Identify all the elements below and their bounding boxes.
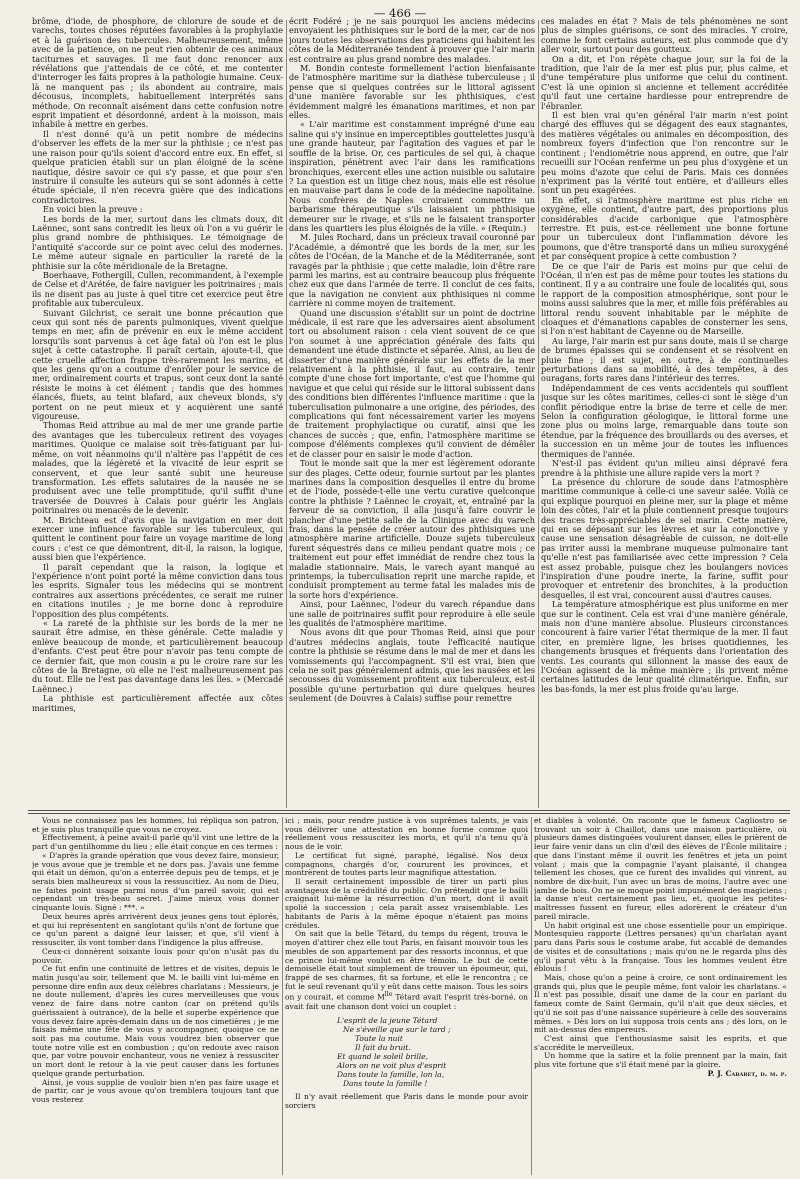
paragraph: N'est-il pas évident qu'un milieu ainsi dépravé fera prendre à la phthisie une allure rapide vers la mort ? <box>541 458 788 478</box>
paragraph: ces malades en état ? Mais de tels phénomènes ne sont plus de simples guérisons, ce sont des miracles. Y croire, comme le font certains auteurs, est plus commode que d'y aller voir, surtout pour des goutteux. <box>541 17 788 55</box>
paragraph: « La rareté de la phthisie sur les bords de la mer ne saurait être admise, en thèse générale. Cette maladie y enlève beaucoup de monde, et particulièrement beaucoup d'enfants. C'est peut être pour n'avoir pas tenu compte de ce dernier fait, que mon cousin a pu le croire rare sur les côtes de la Bretagne, où elle ne l'est malheureusement pas du tout. Elle ne l'est pas davantage dans les îles. » (Mercadé Laënnec.) <box>32 618 283 694</box>
article-column-2 <box>289 17 535 808</box>
page-number: — 466 — <box>373 6 427 20</box>
paragraph: Vous ne connaissez pas les hommes, lui répliqua son patron, et je suis plus tranquille que vous ne croyez. <box>32 817 279 834</box>
paragraph: brôme, d'iode, de phosphore, de chlorure de soude et de varechs, toutes choses réputées favorables à la prophylaxie et à la guérison des tubercules. Malheureusement, même avec de la patience, on ne peut rien obtenir de ces animaux taciturnes et sauvages. Il me faut donc renoncer aux révélations que j'attendais de ce côté, et me contenter d'interroger les faits propres à la pathologie humaine. Ceux-là ne manquent pas ; ils abondent au contraire, mais décousus, incomplets, habituellement interprétés sans méthode. On reconnaît aisément dans cette confusion notre esprit impatient et désordonné, ardent à la moisson, mais inhabile à mettre en gerbes. <box>32 17 283 130</box>
paragraph: Les bords de la mer, surtout dans les climats doux, dit Laënnec, sont sans contredit les lieux où l'on a vu guérir le plus grand nombre de phthisiques. Le témoignage de l'antiquité s'accorde sur ce point avec celui des modernes. Le même auteur signale en particulier la rareté de la phthisie sur la côte méridionale de la Bretagne. <box>32 213 283 271</box>
paragraph: Ainsi, pour Laënnec, l'odeur du varech répandue dans une salle de poitrinaires suffit pour reproduire à elle seule les qualités de l'atmosphère maritime. <box>289 599 535 628</box>
paragraph: Un habit original est une chose essentielle pour un empirique. Montesquieu rapporte (Lettres persanes) qu'un charlatan ayant paru dans Paris sous le costume arabe, fut accablé de demandes de visites et de consultations ; mais qu'on ne le regarda plus dès qu'il parut vêtu à la française. Tous les hommes veulent être éblouis ! <box>534 920 787 974</box>
paragraph: Indépendamment de ces vents accidentels qui soufflent jusque sur les côtes maritimes, celles-ci sont le siège d'un conflit périodique entre la brise de terre et celle de mer. Selon la configuration géologique, le littoral forme une zone plus ou moins large, remarquable dans toute son étendue, par la fréquence des brouillards ou des averses, et la succession en un même jour de toutes les influences thermiques de l'année. <box>541 382 788 459</box>
paragraph: La présence du chlorure de soude dans l'atmosphère maritime communique à celle-ci une saveur salée. Voilà ce qui explique pourquoi en pleine mer, sur la plage et même loin des côtes, l'air et la pluie contiennent presque toujours des traces très-appréciables de sel marin. Cette matière, qui en se déposant sur les lèvres et sur la conjonctive y cause une sensation désagréable de cuisson, ne doit-elle pas irriter aussi la membrane muqueuse pulmonaire tant qu'elle n'est pas familiarisée avec cette impression ? Cela est assez probable, puisque chez les boulangers novices l'inspiration d'une poudre inerte, la farine, suffit pour provoquer et entretenir des bronchites, à la production desquelles, il est vrai, concourent aussi d'autres causes. <box>541 476 788 600</box>
verse-line: L'esprit de la jeune Tétard <box>337 1016 438 1026</box>
paragraph: M. Brichteau est d'avis que la navigation en mer doit exercer une influence favorable sur les tuberculeux, qui quittent le continent pour faire un voyage maritime de long cours : c'est ce que démontrent, dit-il, la raison, la logique, aussi bien que l'expérience. <box>32 514 283 563</box>
verse-line: Et quand le soleil brille, <box>337 1052 428 1062</box>
paragraph: Deux heures après arrivèrent deux jeunes gens tout éplorés, et qui lui représentent en sanglotant qu'ils n'ont de fortune que ce qu'un parent a daigné leur laisser, et que, s'il vient à ressusciter, ils vont tomber dans l'indigence la plus affreuse. <box>32 911 279 948</box>
paragraph: De ce que l'air de Paris est moins pur que celui de l'Océan, il n'en est pas de même pour toutes les stations du continent. Il y a au contraire une foule de localités qui, sous le rapport de la composition atmosphérique, sont pour le moins aussi salubres que la mer, et mille fois préférables au littoral rendu souvent inhabitable par le méphite de cloaques et d'émanations capables de consterner les sens, si l'on n'est habitant de Cayenne ou de Marseille. <box>541 260 788 337</box>
paragraph: On a dit, et l'on répète chaque jour, sur la foi de la tradition, que l'air de la mer est plus pur, plus calme, et d'une température plus uniforme que celui du continent. C'est là une opinion si ancienne et tellement accréditée qu'il faut une certaine hardiesse pour entreprendre de l'ébranler. <box>541 53 788 111</box>
feuilleton-column-1 <box>32 817 279 1175</box>
paragraph: En effet, si l'atmosphère maritime est plus riche en oxygène, elle contient, d'autre part, des proportions plus considérables d'acide carbonique que l'atmosphère terrestre. Et puis, est-ce réellement une bonne fortune pour un tuberculeux dont l'inflammation dévore les poumons, que d'être transporté dans un milieu suroxygéné et par conséquent propice à cette combustion ? <box>541 194 788 262</box>
paragraph: Tout le monde sait que la mer est légèrement odorante sur des plages. Cette odeur, fournie surtout par les plantes marines dans la composition desquelles il entre du brome et de l'iode, possède-t-elle une vertu curative quelconque contre la phthisie ? Laënnec le croyait, et, entraîné par la ferveur de sa conviction, il alla jusqu'à faire couvrir le plancher d'une petite salle de la Clinique avec du varech frais, dans la pensée de créer autour des phthisiques une atmosphère marine artificielle. Douze sujets tuberculeux furent séquestrés dans ce milieu pendant quatre mois ; ce traitement eut pour effet immédiat de rendre chez tous la maladie stationnaire. Mais, le varech ayant manqué au printemps, la tuberculisation reprit une marche rapide, et conduisit promptement au terme fatal les malades mis de la sorte hors d'expérience. <box>289 458 535 600</box>
paragraph: On sait que la belle Tétard, du temps du régent, trouva le moyen d'attirer chez elle tout Paris, en faisant mouvoir tous les meubles de son appartement par des ressorts inconnus, et que ce prince lui-même voulut en être témoin. Le but de cette demoiselle était tout simplement de trouver un époumeur, qui, frappé de ses charmes, fit sa fortune, et elle le rencontra ; ce fut le seul revenant qu'il y eût dans cette maison. Tous les soirs on y courait, et comme $M^{lle}$ Tétard avait l'esprit très-borné, on avait fait une chanson dont voici un couplet : <box>285 929 528 1011</box>
paragraph: Il n'y avait réellement que Paris dans le monde pour avoir sorciers <box>285 1092 528 1111</box>
paragraph: Suivant Gilchrist, ce serait une bonne précaution que ceux qui sont nés de parents pulmoniques, vivent quelque temps en mer, afin de prévenir en eux le même accident lorsqu'ils sont parvenus à cet âge fatal où l'on est le plus sujet à cette catastrophe. Il paraît certain, ajoute-t-il, que cette cruelle affection frappe très-rarement les marins, et que les gens qu'on a coutume d'enrôler pour le service de mer, ordinairement courts et trapus, sont ceux dont la santé résiste le moins à cet élément ; tandis que des hommes élancés, fluets, au teint blafard, aux cheveux blonds, s'y portent on ne peut mieux et y acquièrent une santé vigoureuse. <box>32 307 283 422</box>
paragraph: « D'après la grande opération que vous devez faire, monsieur, je vous avoue que je tremble et ne dors pas. J'avais une femme qui était un démon, qu'on a enterrée depuis peu de temps, et je serais bien malheureux si vous la ressuscitiez. Au nom de Dieu, ne faites point usage parmi nous d'un pareil savoir, qui est cependant un très-beau secret. J'aime mieux vous donner cinquante louis. Signé : ***. » <box>32 850 279 913</box>
paragraph: « L'air maritime est constamment imprégné d'une eau saline qui s'y insinue en imperceptibles gouttelettes jusqu'à une grande hauteur, par l'agitation des vagues et par le souffle de la brise. Or, ces particules de sel qui, à chaque inspiration, pénètrent avec l'air dans les ramifications bronchiques, exercent elles une action nuisible ou salutaire ? La question est un litige chez nous, mais elle est résolue en mauvaise part dans le code de la médecine napolitaine. Nous confrères de Naples croiraient commettre un barbarisme thérapeutique s'ils laissaient un phthisique demeurer sur le rivage, et s'ils ne le faisaient transporter dans les quartiers les plus éloignés de la ville. » (Requin.) <box>289 119 535 233</box>
verse-line: Dans toute la famille ! <box>343 1079 428 1089</box>
paragraph: Au large, l'air marin est pur sans doute, mais il se charge de brumes épaisses qui se condensent et se résolvent en pluie fine ; il est sujet, en outre, à de continuelles perturbations dans sa mobilité, à des tempêtes, à des ouragans, forts rares dans l'intérieur des terres. <box>541 335 788 384</box>
verse-line: Il fait du bruit. <box>355 1043 411 1053</box>
paragraph: M. Bondin conteste formellement l'action bienfaisante de l'atmosphère maritime sur la diathèse tuberculeuse ; il pense que si quelques contrées sur le littoral agissent d'une manière favorable sur les phthisiques, c'est évidemment malgré les émanations maritimes, et non par elles. <box>289 63 535 121</box>
paragraph: Mais, chose qu'on a peine à croire, ce sont ordinairement les grands qui, plus que le peuple même, font valoir les charlatans. « Il n'est pas possible, disait une dame de la cour en parlant du fameux comte de Saint Germain, qu'il n'ait que deux siècles, et qu'il ne soit pas d'une naissance supérieure à celle des souverains mêmes. » Dès lors on lui supposa trois cents ans ; dès lors, on le mit au-dessus des empereurs. <box>534 972 787 1035</box>
paragraph: Nous avons dit que pour Thomas Reid, ainsi que pour d'autres médecins anglais, toute l'efficacité nautique contre la phthisie se résume dans le mal de mer et dans les vomissements qui l'accompagnent. S'il est vrai, bien que cela ne soit pas généralement admis, que les nausées et les secousses du vomissement profitent aux tuberculeux, est-il possible qu'une perturbation qui dure quelques heures seulement (de Douvres à Calais) suffise pour remettre <box>289 627 535 704</box>
paragraph: C'est ainsi que l'enthousiasme saisit les esprits, et que s'accrédite le merveilleux. <box>534 1033 787 1052</box>
verse-line: Toute la nuit <box>355 1034 403 1044</box>
paragraph: Boerhaave, Fothergill, Cullen, recommandent, à l'exemple de Celse et d'Arétée, de faire naviguer les poitrinaires ; mais ils ne disent pas au juste à quel titre cet exercice peut être profitable aux tuberculeux. <box>32 269 283 309</box>
verse-line: Dans toute la famille, lon la, <box>337 1070 445 1080</box>
song-verse <box>337 1016 528 1088</box>
paragraph: Il n'est donné qu'à un petit nombre de médecins d'observer les effets de la mer sur la phthisie ; ce n'est pas une raison pour qu'ils soient d'accord entre eux. En effet, si quelque praticien établi sur un plan éloigné de la scène nautique, désire savoir ce qui s'y passe, et que pour s'en instruire il consulte les auteurs qui se sont adonnés à cette étude spéciale, il n'en recevra guère que des indications contradictoires. <box>32 128 283 205</box>
paragraph: ici ; mais, pour rendre justice à vos suprêmes talents, je vais vous délivrer une attestation en bonne forme comme quoi réellement vous ressuscitez les morts, et qu'il n'a tenu qu'à nous de le voir. <box>285 817 528 852</box>
article-column-1 <box>32 17 283 808</box>
column-divider <box>538 20 539 808</box>
paragraph: Le certificat fut signé, paraphé, légalisé. Nos deux compagnons, chargés d'or, coururent les provinces, et montrèrent de toutes parts leur magnifique attestation. <box>285 850 528 878</box>
paragraph: La température atmosphérique est plus uniforme en mer que sur le continent. Cela est vrai d'une manière générale, mais non d'une manière absolue. Plusieurs circonstances concourent à faire varier l'état thermique de la mer. Il faut citer, en première ligne, les brises quotidiennes, les changements brusques et fréquents dans l'orientation des vents. Les courants qui sillonnent la masse des eaux de l'Océan agissent de la même manière ; ils privent même certaines latitudes de leur qualité climatérique. Enfin, sur les bas-fonds, la mer est plus froide qu'au large. <box>541 599 788 694</box>
paragraph: Ce fut enfin une continuité de lettres et de visites, depuis le matin jusqu'au soir, tellement que M. le bailli vint lui-même en personne dire enfin aux deux célèbres charlatans : Messieurs, je ne doute nullement, d'après les cures merveilleuses que vous venez de faire dans notre canton (car on prétend qu'ils guérissaient à outrance), de la belle et superbe expérience que vous devez faire après-demain dans un de nos cimetières ; je me faisais même une fête de vous y accompagner, quoique ce ne soit pas ma coutume. Mais vous voudrez bien observer que toute notre ville est en combustion ; qu'on redoute avec raison que, par votre pouvoir enchanteur, vous ne veniez à ressusciter un mort dont le retour à la vie peut causer dans les fortunes quelque grande perturbation. <box>32 964 279 1078</box>
paragraph: Il serait certainement impossible de tirer un parti plus avantageux de la crédulité du public. On prétendit que le bailli craignait lui-même la résurrection d'un mort, dont il avait spolié la succession ; cela paraît assez vraisemblable. Les habitants de Paris à la même époque n'étaient pas moins crédules. <box>285 877 528 930</box>
paragraph: Effectivement, à peine avait-il parlé qu'il vint une lettre de la part d'un gentilhomme du lieu ; elle était conçue en ces termes : <box>32 833 279 852</box>
feuilleton-divider <box>28 810 790 814</box>
paragraph: En voici bien la preuve : <box>43 204 143 215</box>
paragraph: La phthisie est particulièrement affectée aux côtes maritimes, <box>32 693 283 713</box>
paragraph: Quand une discussion s'établit sur un point de doctrine médicale, il est rare que les adversaires aient absolument tort ou absolument raison : cela vient souvent de ce que l'on soumet à une appréciation générale des faits qui demandent une étude distincte et séparée. Ainsi, au lieu de disserter d'une manière générale sur les effets de la mer relativement à la phthisie, il faut, au contraire, tenir compte d'une chose fort importante, c'est que l'homme qui navigue et que celui qui réside sur le littoral subissent dans des conditions bien différentes l'influence maritime : que la tuberculisation pulmonaire a une origine, des périodes, des complications qui font nécessairement varier les moyens de traitement prophylactique ou curatif, ainsi que les chances de succès ; que, enfin, l'atmosphère maritime se compose d'éléments complexes qu'il convient de démêler et de classer pour en saisir le mode d'action. <box>289 307 535 459</box>
paragraph: écrit Fodéré ; je ne sais pourquoi les anciens médecins envoyaient les phthisiques sur le bord de la mer, car de nos jours toutes les observations des praticiens qui habitent les côtes de la Méditerranée tendent à prouver que l'air marin est contraire au plus grand nombre des malades. <box>289 17 535 64</box>
paragraph: Un homme que la satire et la folie prennent par la main, fait plus vite fortune que s'il était mené par la gloire. <box>534 1051 787 1070</box>
paragraph: Ceux-ci donnèrent soixante louis pour qu'on n'usât pas du pouvoir. <box>32 946 279 965</box>
paragraph: M. Jules Rochard, dans un précieux travail couronné par l'Académie, a démontré que les bords de la mer, sur les côtes de l'Océan, de la Manche et de la Méditerranée, sont ravagés par la phthisie ; que cette maladie, loin d'être rare parmi les marins, est au contraire beaucoup plus fréquente chez eux que dans l'armée de terre. Il conclut de ces faits, que la navigation ne convient aux phthisiques ni comme carrière ni comme moyen de traitement. <box>289 232 535 309</box>
feuilleton-column-2 <box>285 817 528 1175</box>
article-column-3 <box>541 17 788 808</box>
verse-line: Alors on ne voit plus d'esprit <box>337 1061 447 1071</box>
paragraph: Il est bien vrai qu'en général l'air marin n'est point chargé des effluves qui se dégagent des eaux stagnantes, des matières végétales ou animales en décomposition, des nombreux foyers d'infection que l'on rencontre sur le continent ; l'endiométrie nous apprend, en outre, que l'air recueilli sur l'Océan renferme un peu plus d'oxygène et un peu moins d'azote que celui de Paris. Mais ces données n'expriment pas la vérité tout entière, et d'ailleurs elles sont un peu exagérées. <box>541 110 788 196</box>
paragraph: Il paraît cependant que la raison, la logique et l'expérience n'ont point porté la même conviction dans tous les esprits. Signaler tous les médecins qui se montrent contraires aux assertions précédentes, ce serait me ruiner en citations inutiles ; je me borne donc à reproduire l'opposition des plus compétents. <box>32 561 283 619</box>
author-signature: P. J. Cabaret, d. m. p. <box>707 1068 787 1078</box>
paragraph: et diables à volonté. On raconte que le fameux Cagliostro se trouvant un soir à Chaillot, dans une maison particulière, où plusieurs dames distinguées voulurent danser, elles le prièrent de leur faire venir dans un clin d'œil des élèves de l'École militaire ; que dans l'instant même il ouvrit les fenêtres et jeta un point volant ; mais que la compagnie l'ayant plaisanté, il changea tellement les choses, que ce furent des invalides qui vinrent, au nombre de dix-huit, l'un avec un bras de moins, l'autre avec une jambe de bois. On ne se moque point impunément des magiciens ; la danse n'eut certainement pas lieu, et, quoique les petites-maîtresses fussent en fureur, elles adorèrent le créateur d'un pareil miracle. <box>534 817 787 921</box>
column-divider <box>282 817 283 1175</box>
paragraph: Thomas Reid attribue au mal de mer une grande partie des avantages que les tuberculeux retirent des voyages maritimes. Quoique ce malaise soit très-fatiguant par lui-même, on voit néanmoins qu'il n'altère pas l'appétit de ces malades, que la légèreté et la vivacité de leur esprit se conservent, et que leur santé subit une heureuse transformation. Les effets salutaires de la nausée ne se produisent avec une telle promptitude, qu'il suffit d'une traversée de Douvres à Calais pour guérir les Anglais poitrinaires ou menacés de le devenir. <box>32 420 283 516</box>
verse-line: Ne s'éveille que sur le tard ; <box>343 1025 451 1035</box>
paragraph: Ainsi, je vous supplie de vouloir bien n'en pas faire usage et de partir, car je vous avoue qu'on tremblera toujours tant que vous resterez <box>32 1077 279 1104</box>
column-divider <box>286 20 287 808</box>
feuilleton-column-3 <box>534 817 787 1175</box>
column-divider <box>531 817 532 1175</box>
